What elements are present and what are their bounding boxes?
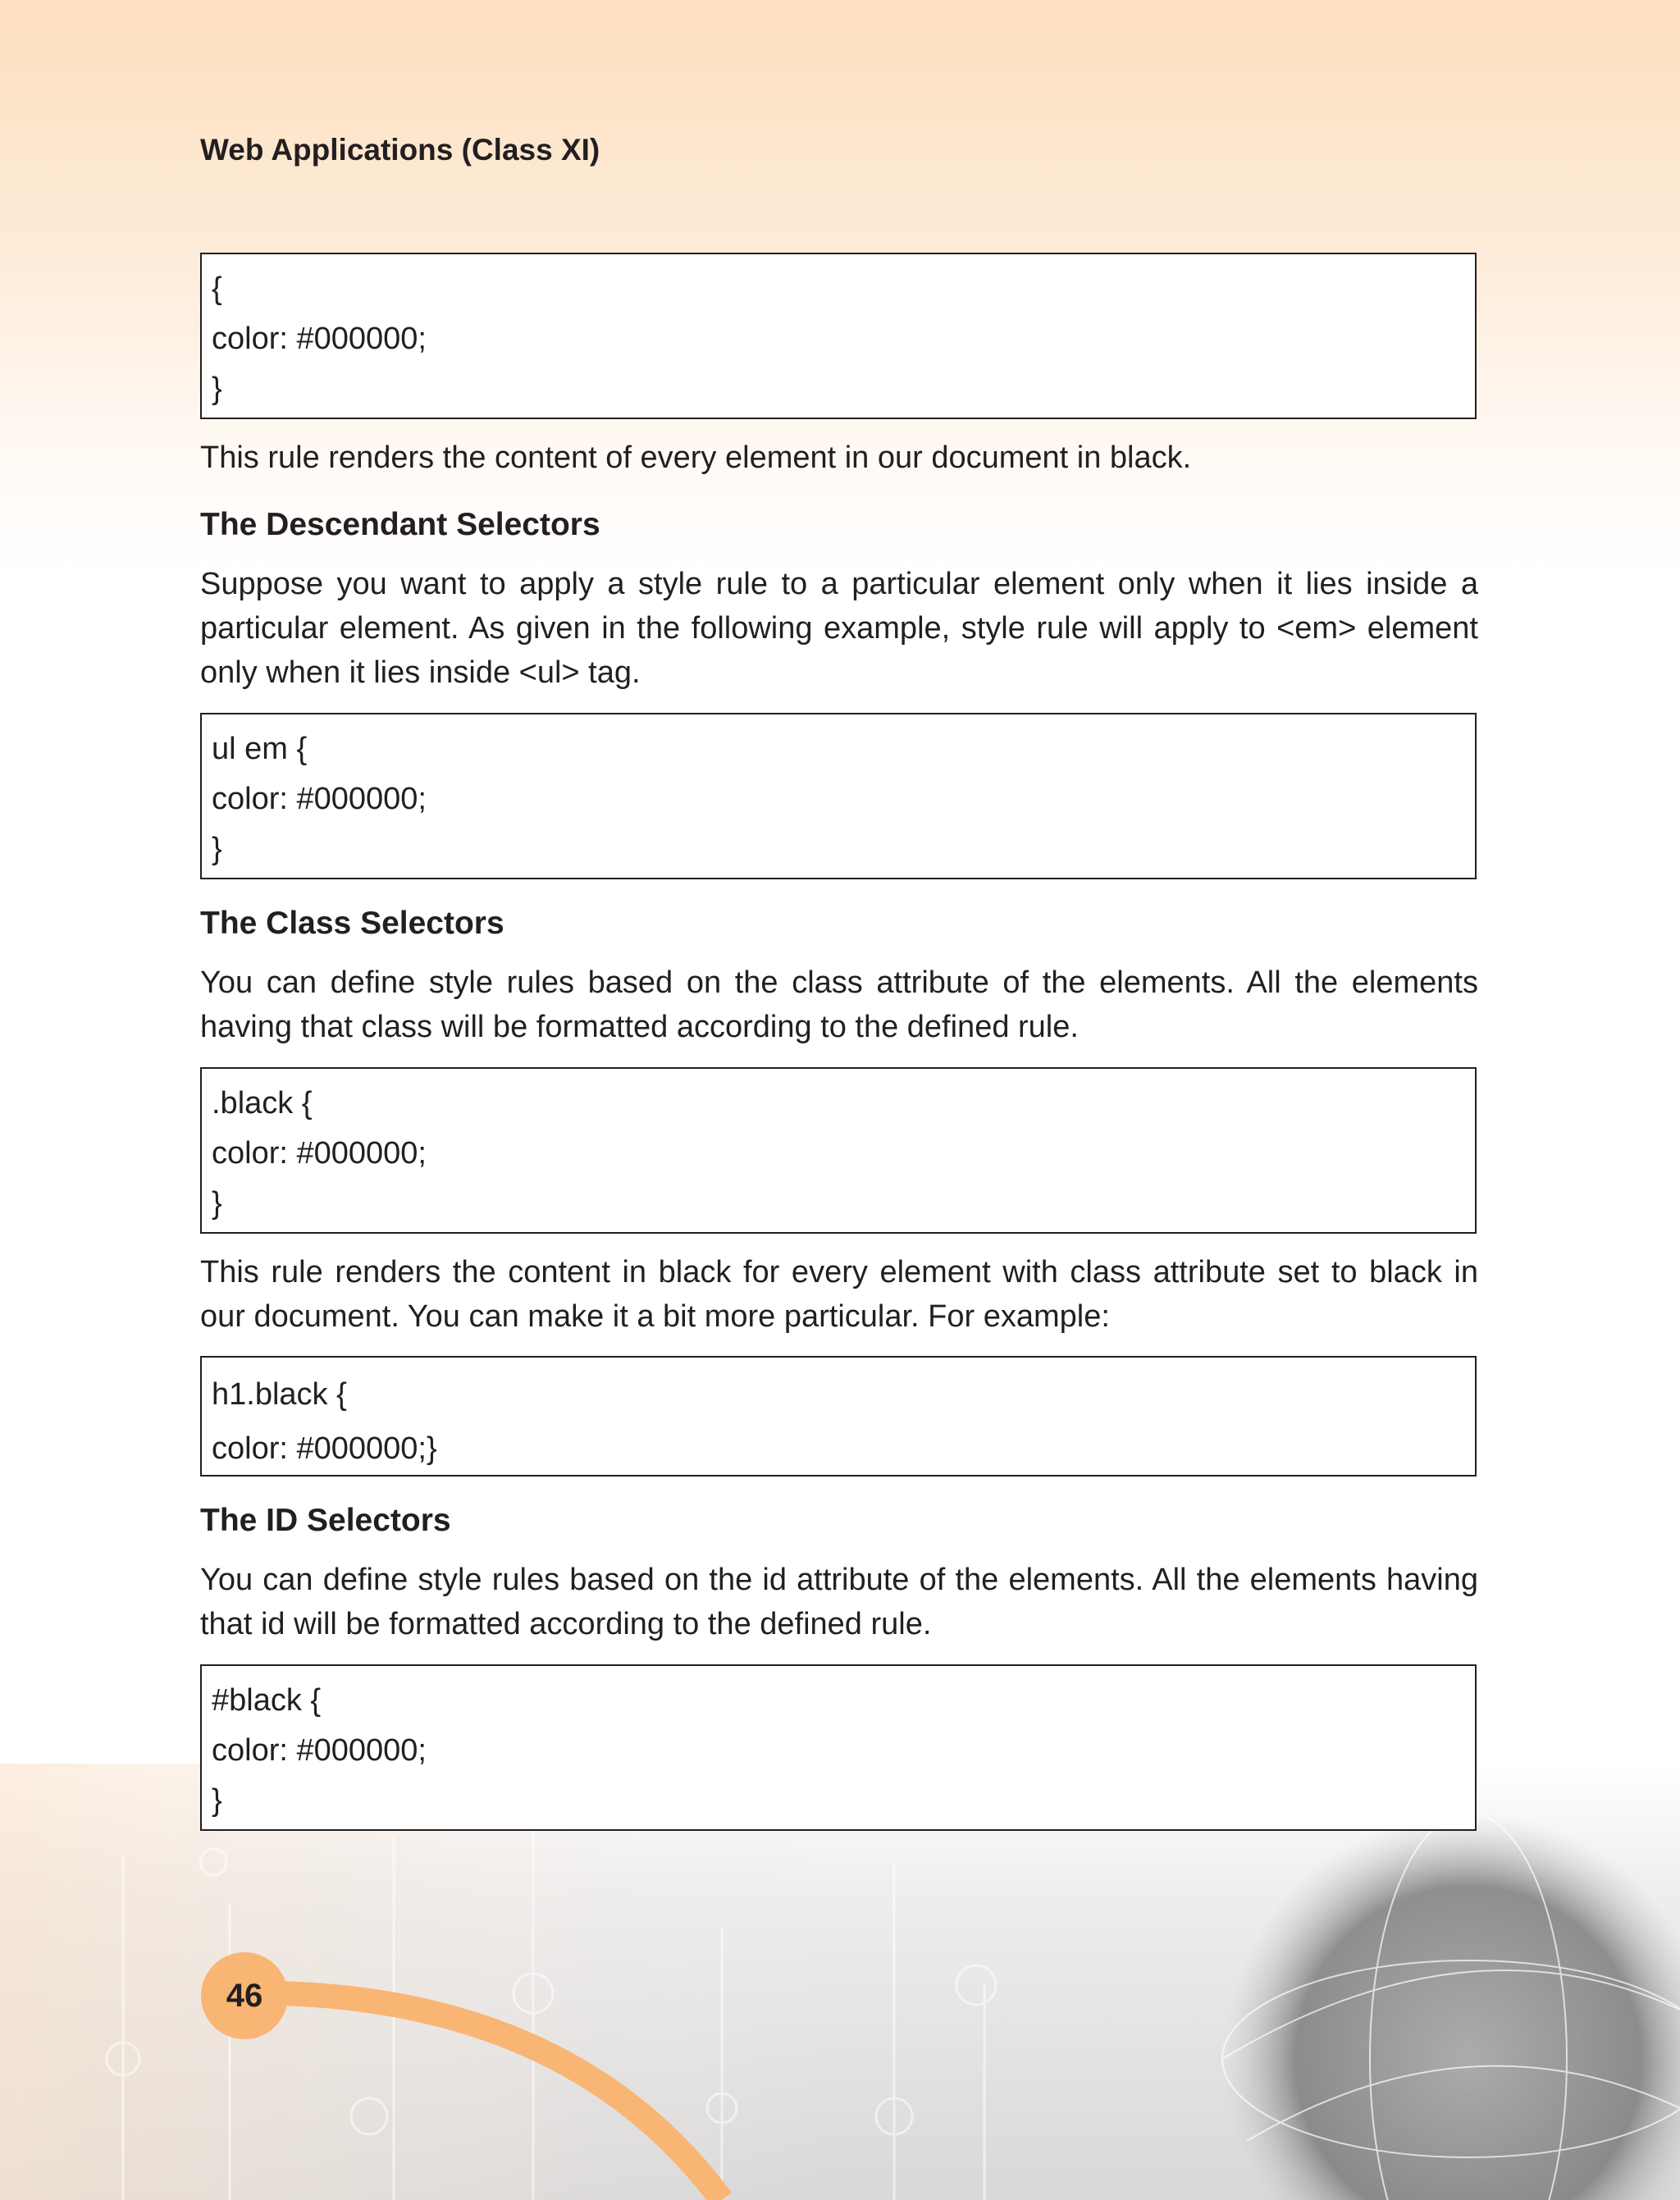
code-line: color: #000000;} [212, 1431, 437, 1466]
code-line: #black { [212, 1683, 322, 1718]
code-line: } [212, 372, 222, 406]
code-line: color: #000000; [212, 782, 427, 816]
paragraph: Suppose you want to apply a style rule to a particular element only when it lies inside a particular element. As given in the following example, style rule will apply to <em> element only when it lies inside <ul> tag. [200, 567, 1478, 690]
code-block-class [200, 1067, 1477, 1234]
section-heading-id: The ID Selectors [200, 1503, 451, 1538]
code-line: ul em { [212, 732, 308, 766]
code-line: } [212, 1783, 222, 1818]
code-line: { [212, 272, 222, 306]
page-number: 46 [226, 1977, 263, 2014]
paragraph: You can define style rules based on the class attribute of the elements. All the elements having that class will be formatted according to the defined rule. [200, 965, 1478, 1044]
page-number-badge [201, 1952, 288, 2039]
code-line: color: #000000; [212, 1136, 427, 1171]
code-line: color: #000000; [212, 1733, 427, 1768]
code-block-descendant [200, 713, 1477, 879]
code-line: } [212, 1186, 222, 1221]
paragraph: This rule renders the content in black for every element with class attribute set to black in our document. You can make it a bit more particular. For example: [200, 1255, 1478, 1334]
code-block-id [200, 1664, 1477, 1831]
code-line: .black { [212, 1086, 313, 1121]
code-block-universal [200, 253, 1477, 419]
paragraph: This rule renders the content of every element in our document in black. [200, 440, 1192, 475]
section-heading-descendant: The Descendant Selectors [200, 507, 600, 542]
code-line: color: #000000; [212, 322, 427, 356]
paragraph: You can define style rules based on the id attribute of the elements. All the elements having that id will be formatted according to the defined rule. [200, 1563, 1478, 1641]
section-heading-class: The Class Selectors [200, 906, 504, 941]
code-line: } [212, 832, 222, 866]
running-header: Web Applications (Class XI) [200, 133, 600, 167]
code-block-element-class [200, 1356, 1477, 1477]
code-line: h1.black { [212, 1377, 347, 1412]
